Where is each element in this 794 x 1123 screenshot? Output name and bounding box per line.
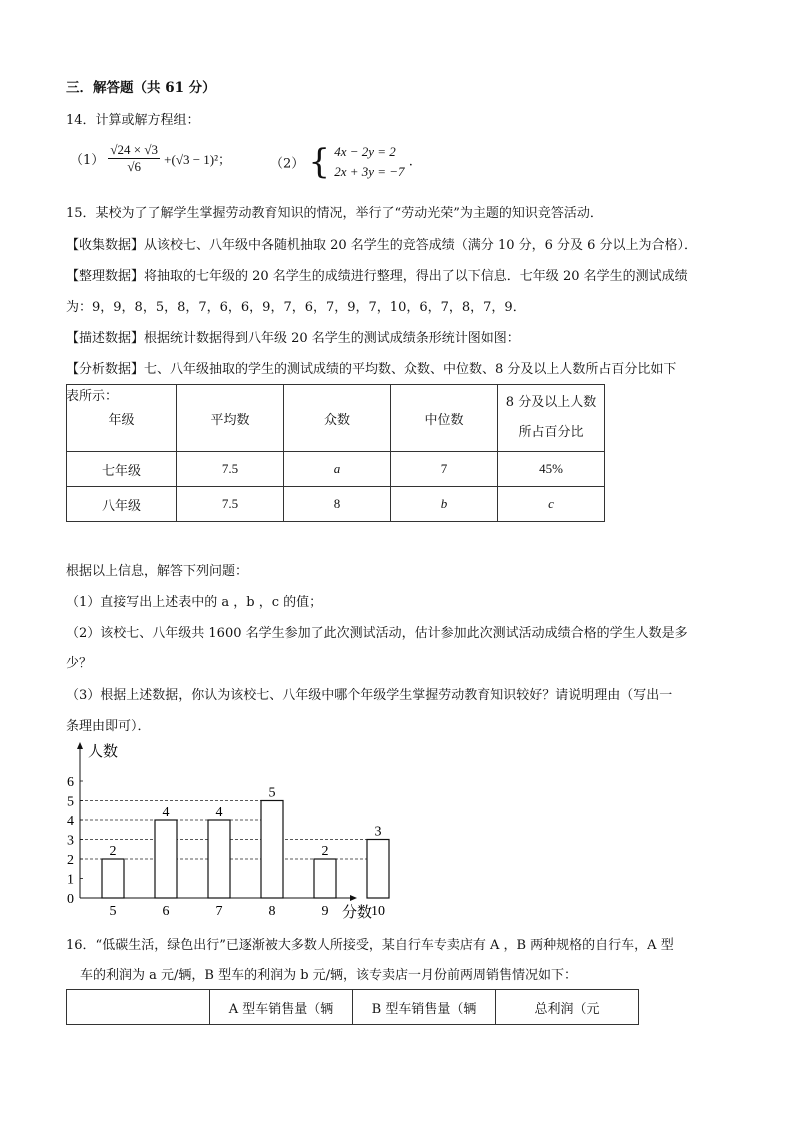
table-cell: 7.5 <box>177 452 284 487</box>
y-tick-label: 1 <box>67 872 74 888</box>
table-cell: 45% <box>498 452 605 487</box>
data-label: 4 <box>162 805 170 820</box>
data-label: 3 <box>374 824 382 840</box>
q15-sub3-line2: 条理由即可）． <box>66 719 151 734</box>
table-header-cell <box>67 990 210 1025</box>
q15-organize-line1: 【整理数据】将抽取的七年级的 20 名学生的成绩进行整理，得出了以下信息．七年级 20 名学生的测试成绩 <box>66 269 688 284</box>
q15-analyze-line2: 表所示： <box>66 389 119 404</box>
q14-part1 <box>70 142 231 182</box>
x-tick-label: 7 <box>215 904 223 919</box>
table-cell: a <box>284 452 391 487</box>
q15-collect: 【收集数据】从该校七、八年级中各随机抽取 20 名学生的竞答成绩（满分 10 分，6 分及 6 分以上为合格）． <box>66 238 698 253</box>
table-row <box>67 487 605 522</box>
q15-sub2-line2: 少？ <box>66 656 93 671</box>
bar <box>261 801 283 899</box>
data-label: 5 <box>268 785 276 801</box>
q15-organize-line2: 为：9，9，8，5，8，7，6，6，9，7，6，7，9，7，10，6，7，8，7，9． <box>66 300 526 315</box>
y-tick-label: 0 <box>67 892 74 907</box>
q15-sub2-line1: （2）该校七、八年级共 1600 名学生参加了此次测试活动，估计参加此次测试活动成绩合格的学生人数是多 <box>66 626 688 641</box>
q14-part1-tail: +(√3 − 1)²； <box>164 152 232 167</box>
q15-describe: 【描述数据】根据统计数据得到八年级 20 名学生的测试成绩条形统计图如图： <box>66 331 520 346</box>
y-tick-label: 6 <box>67 775 74 790</box>
x-axis-label: 分数 <box>342 903 373 921</box>
data-label: 4 <box>215 805 223 820</box>
y-tick-label: 5 <box>67 794 74 810</box>
x-tick-label: 5 <box>109 904 117 919</box>
table-header-row <box>67 990 639 1025</box>
q15-intro: 15．某校为了了解学生掌握劳动教育知识的情况，举行了“劳动光荣”为主题的知识竞答活动． <box>66 206 603 221</box>
y-axis-label: 人数 <box>88 742 119 760</box>
q14-part2-end: . <box>408 154 413 170</box>
q14-equation-1: 4x − 2y = 2 <box>334 144 396 159</box>
q14-part1-numerator: √24 × √3 <box>110 142 159 157</box>
bar <box>314 859 336 898</box>
table-row <box>67 452 605 487</box>
table-header-cell: 总利润（元 <box>496 990 639 1025</box>
table-cell: 八年级 <box>67 487 177 522</box>
table-cell: b <box>391 487 498 522</box>
q14-stem: 14．计算或解方程组： <box>66 113 200 128</box>
q14-part2 <box>270 142 413 182</box>
table-cell: 7 <box>391 452 498 487</box>
q14-system <box>334 142 404 182</box>
q15-lead: 根据以上信息，解答下列问题： <box>66 564 249 579</box>
bar-chart <box>60 740 385 921</box>
x-tick-label: 9 <box>321 904 329 919</box>
x-axis-arrow-icon <box>350 895 357 901</box>
q15-analyze-line1: 【分析数据】七、八年级抽取的学生的测试成绩的平均数、众数、中位数、8 分及以上人数所占百分比如下 <box>66 362 677 377</box>
table-header-cell: 众数 <box>284 385 391 452</box>
table-cell: 7.5 <box>177 487 284 522</box>
q16-line1: 16．“低碳生活，绿色出行”已逐渐被大多数人所接受，某自行车专卖店有 A ，B 两种规格的自行车，A 型 <box>66 938 674 953</box>
y-axis-arrow-icon <box>77 742 83 749</box>
y-tick-label: 4 <box>67 814 74 829</box>
section-title: 三．解答题（共 61 分） <box>66 80 216 96</box>
data-label: 2 <box>321 844 329 859</box>
bar <box>102 859 124 898</box>
table-header-cell: 中位数 <box>391 385 498 452</box>
bar <box>155 820 177 898</box>
table-cell: 七年级 <box>67 452 177 487</box>
table-cell: c <box>498 487 605 522</box>
sales-table <box>66 989 639 1025</box>
y-tick-label: 3 <box>67 833 74 849</box>
bar <box>208 820 230 898</box>
table-header-cell: 年级 <box>67 385 177 452</box>
q15-sub1: （1）直接写出上述表中的 a ，b ，c 的值； <box>66 595 323 610</box>
table-header-cell: 平均数 <box>177 385 284 452</box>
x-tick-label: 6 <box>162 904 170 919</box>
q14-part1-denominator: √6 <box>127 159 142 174</box>
table-header-cell: B 型车销售量（辆 <box>353 990 496 1025</box>
q15-sub3-line1: （3）根据上述数据，你认为该校七、八年级中哪个年级学生掌握劳动教育知识较好？请说明理由（写出一 <box>66 688 673 703</box>
q14-equation-2: 2x + 3y = −7 <box>334 164 405 179</box>
q14-part1-fraction <box>108 142 160 175</box>
q14-part2-label: （2） <box>270 156 305 172</box>
y-tick-label: 2 <box>67 853 74 868</box>
table-header-row <box>67 385 605 452</box>
brace-icon: { <box>308 142 331 182</box>
table-header-cell: 8 分及以上人数 所占百分比 <box>498 385 605 452</box>
q16-line2: 车的利润为 a 元/辆，B 型车的利润为 b 元/辆，该专卖店一月份前两周销售情况如下： <box>80 968 578 983</box>
table-cell: 8 <box>284 487 391 522</box>
table-header-cell: A 型车销售量（辆 <box>210 990 353 1025</box>
data-label: 2 <box>109 844 117 859</box>
x-tick-label: 8 <box>268 904 276 919</box>
x-tick-label: 10 <box>371 904 385 919</box>
bar <box>367 840 389 899</box>
q14-part1-label: （1） <box>70 153 105 168</box>
stats-table <box>66 384 605 522</box>
